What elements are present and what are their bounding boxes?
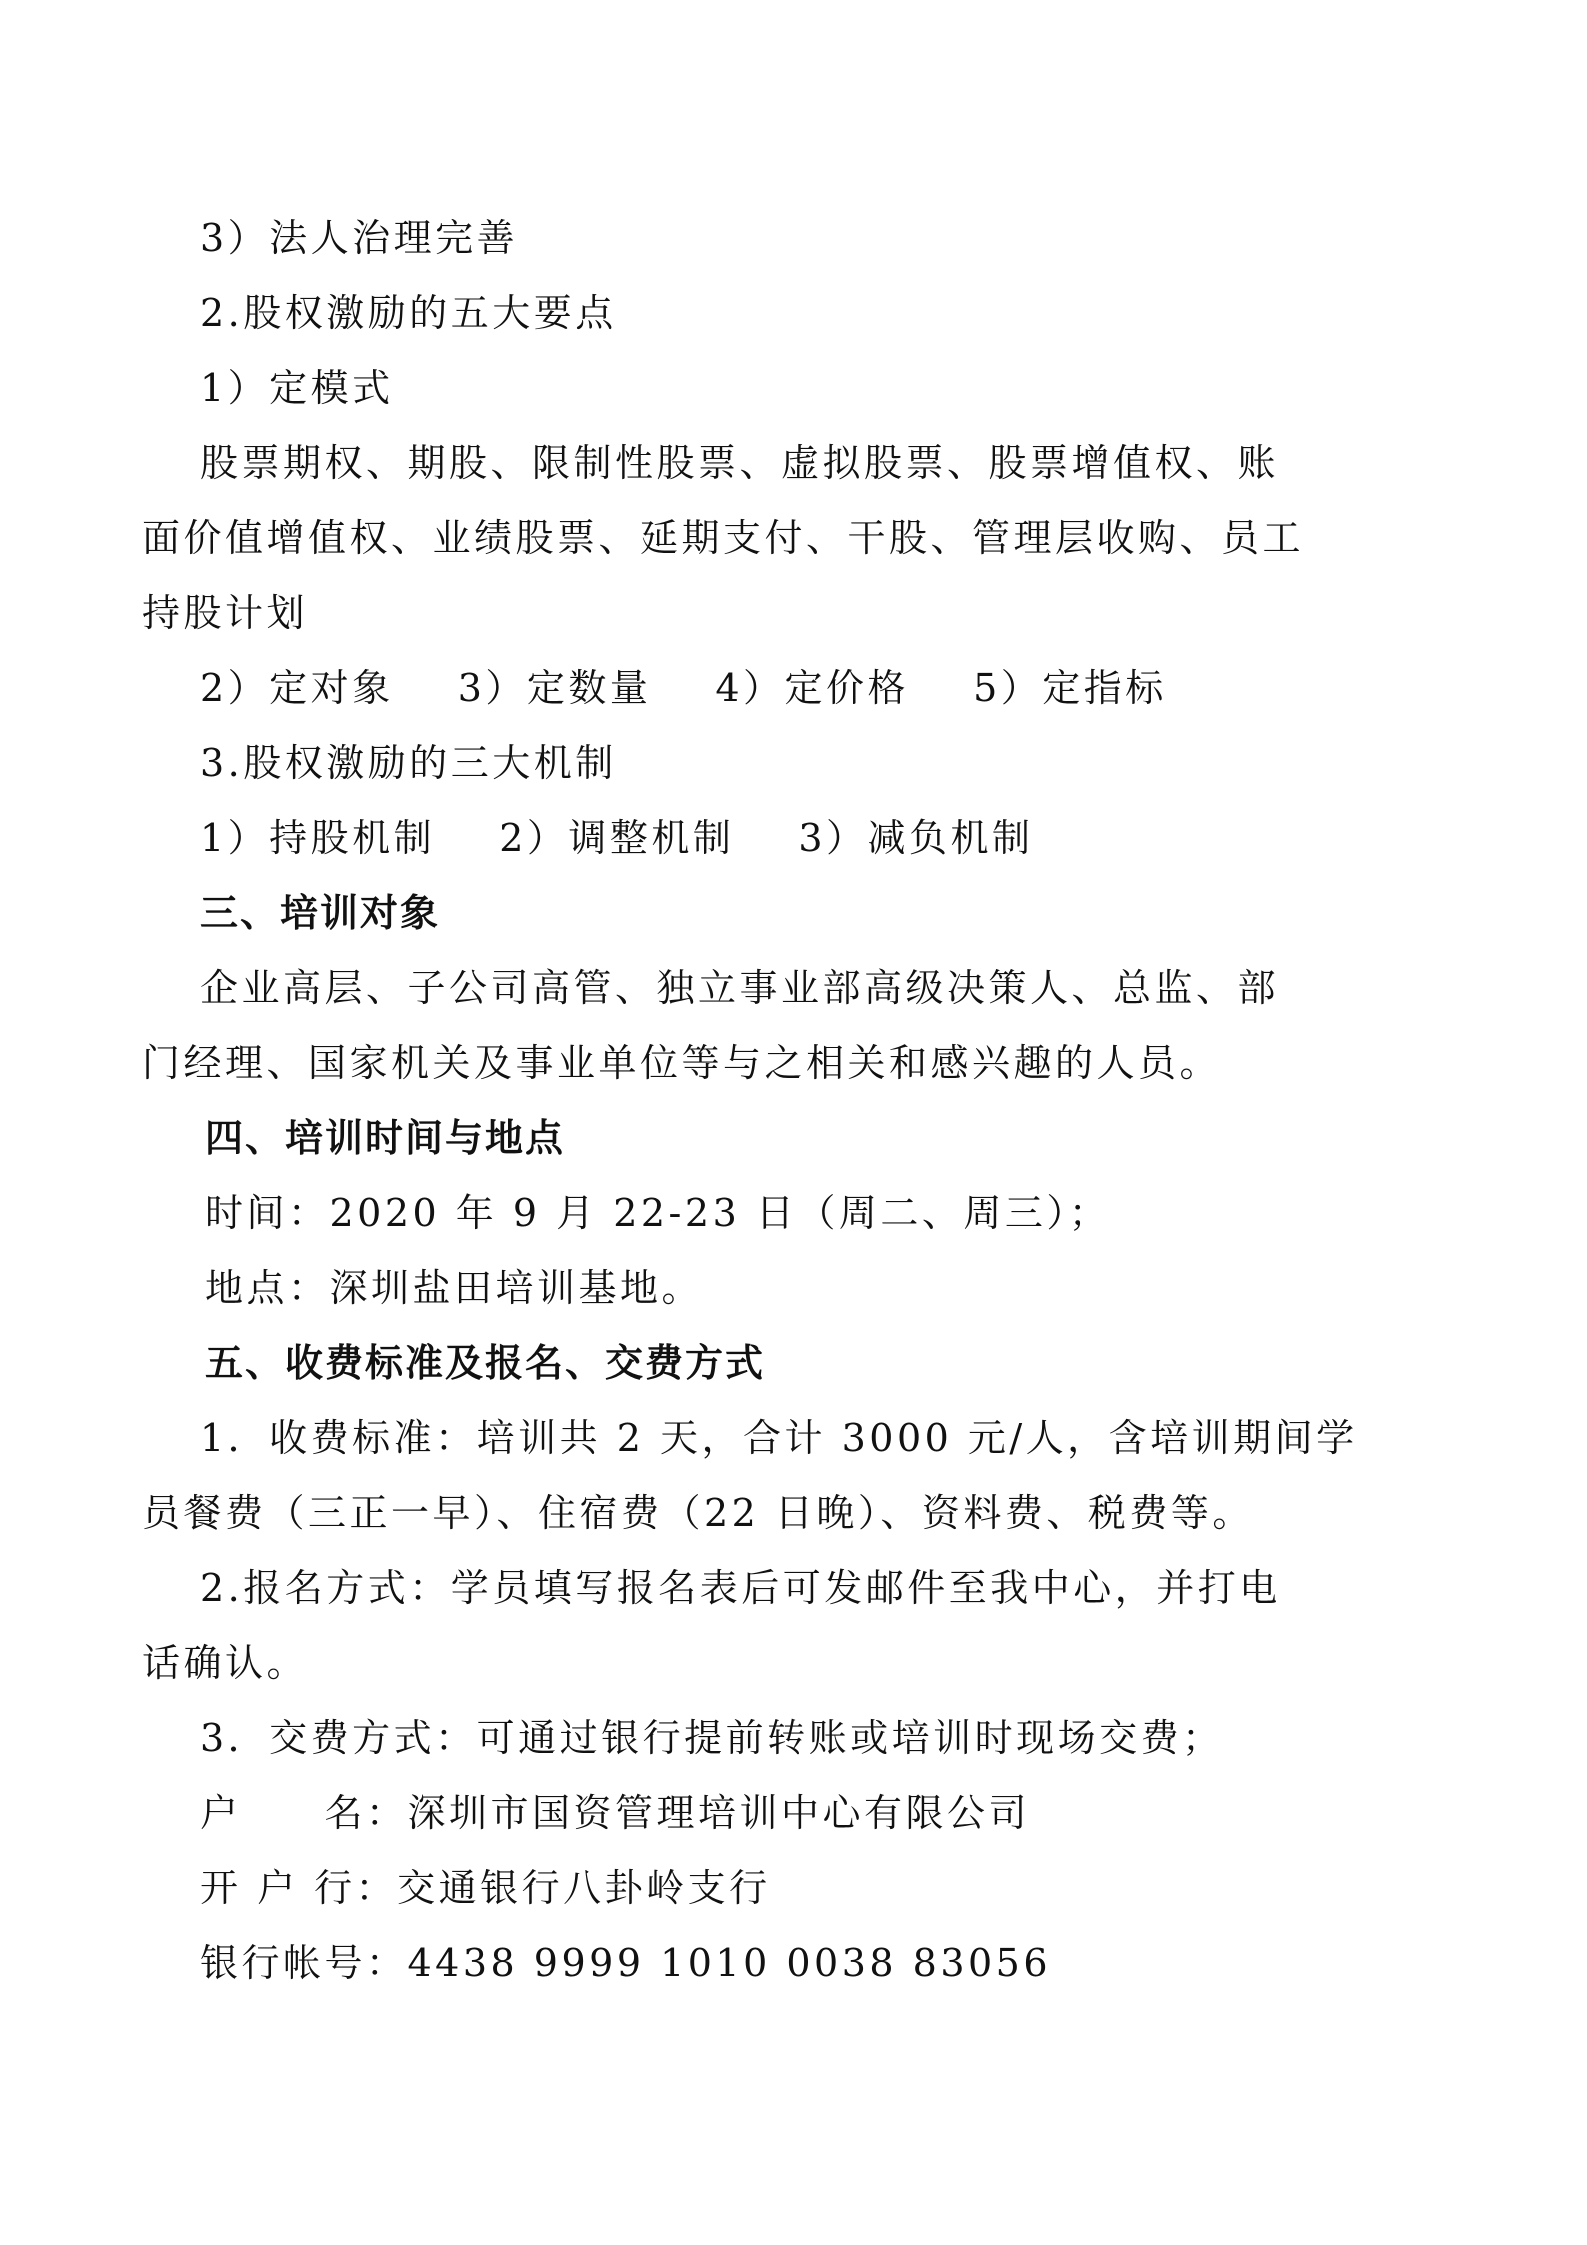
account-name: 户 名：深圳市国资管理培训中心有限公司 <box>200 1791 1031 1835</box>
paragraph-registration-line-1: 2.报名方式：学员填写报名表后可发邮件至我中心，并打电 <box>200 1566 1281 1610</box>
item-define-mode: 1）定模式 <box>200 366 394 410</box>
paragraph-fee-line-2: 员餐费（三正一早）、住宿费（22 日晚）、资料费、税费等。 <box>142 1491 1254 1535</box>
paragraph-modes-line-2: 面价值增值权、业绩股票、延期支付、干股、管理层收购、员工 <box>142 516 1305 560</box>
heading-time-and-place: 四、培训时间与地点 <box>205 1116 566 1160</box>
paragraph-payment-method: 3．交费方式：可通过银行提前转账或培训时现场交费； <box>200 1716 1224 1760</box>
heading-training-audience: 三、培训对象 <box>200 891 441 935</box>
training-time: 时间：2020 年 9 月 22-23 日（周二、周三）； <box>205 1191 1111 1235</box>
item-define-quantity: 3）定数量 <box>457 666 652 710</box>
paragraph-registration-line-2: 话确认。 <box>142 1641 309 1685</box>
items-mechanisms-row <box>200 816 1034 860</box>
paragraph-audience-line-2: 门经理、国家机关及事业单位等与之相关和感兴趣的人员。 <box>142 1041 1222 1085</box>
paragraph-modes-line-1: 股票期权、期股、限制性股票、虚拟股票、股票增值权、账 <box>200 441 1280 485</box>
account-bank: 开 户 行：交通银行八卦岭支行 <box>200 1866 771 1910</box>
item-define-indicator: 5）定指标 <box>973 666 1167 710</box>
heading-fees-and-registration: 五、收费标准及报名、交费方式 <box>205 1341 766 1385</box>
item-holding-mechanism: 1）持股机制 <box>200 816 436 860</box>
item-define-price: 4）定价格 <box>715 666 910 710</box>
item-burden-mechanism: 3）减负机制 <box>798 816 1034 860</box>
paragraph-modes-line-3: 持股计划 <box>142 591 309 635</box>
training-place: 地点：深圳盐田培训基地。 <box>205 1266 704 1310</box>
paragraph-audience-line-1: 企业高层、子公司高管、独立事业部高级决策人、总监、部 <box>200 966 1280 1010</box>
item-define-target: 2）定对象 <box>200 666 394 710</box>
item-adjust-mechanism: 2）调整机制 <box>499 816 735 860</box>
account-number: 银行帐号：4438 9999 1010 0038 83056 <box>200 1941 1052 1985</box>
item-corporate-governance: 3）法人治理完善 <box>200 216 519 260</box>
section-five-key-points: 2.股权激励的五大要点 <box>200 291 617 335</box>
section-three-mechanisms: 3.股权激励的三大机制 <box>200 741 617 785</box>
paragraph-fee-line-1: 1．收费标准：培训共 2 天，合计 3000 元/人，含培训期间学 <box>200 1416 1358 1460</box>
items-define-row <box>200 666 1167 710</box>
